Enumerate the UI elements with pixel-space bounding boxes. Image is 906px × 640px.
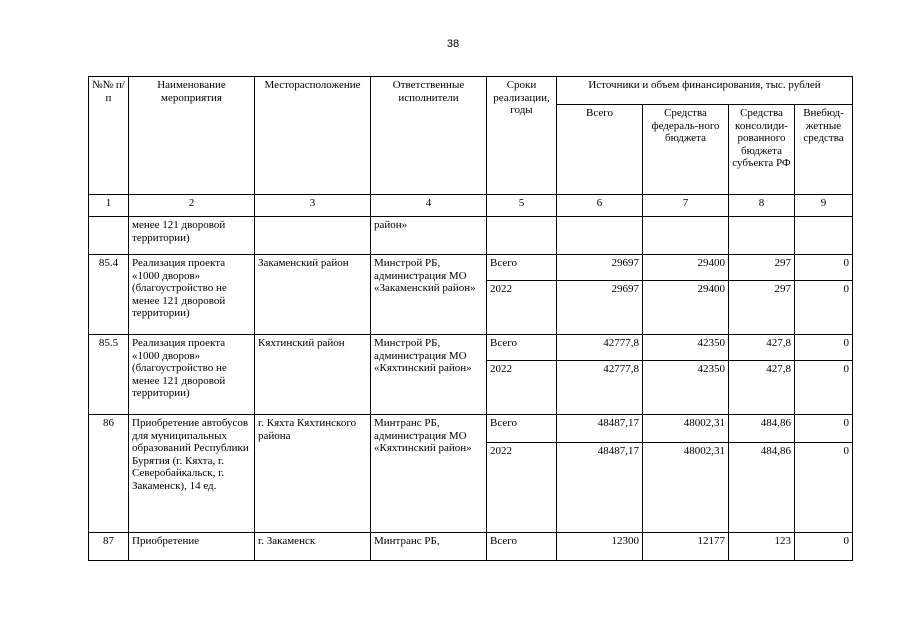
cell-location: г. Закаменск [255, 533, 371, 561]
cell-extrabudget: 0 [795, 281, 853, 335]
page-number: 38 [446, 38, 460, 50]
header-regional: Средства консолиди-рованного бюджета субъекта РФ [729, 105, 795, 195]
cell-regional [729, 217, 795, 255]
cell-extrabudget: 0 [795, 533, 853, 561]
cell-period: Всего [487, 533, 557, 561]
header-location: Месторасположение [255, 77, 371, 195]
funding-table [88, 76, 853, 561]
cell-extrabudget: 0 [795, 335, 853, 361]
header-federal: Средства федераль-ного бюджета [643, 105, 729, 195]
cell-federal: 48002,31 [643, 443, 729, 533]
cell-location: Кяхтинский район [255, 335, 371, 415]
column-number: 9 [795, 195, 853, 217]
cell-location: г. Кяхта Кяхтинского района [255, 415, 371, 533]
cell-period: 2022 [487, 281, 557, 335]
cell-total: 42777,8 [557, 335, 643, 361]
cell-extrabudget: 0 [795, 415, 853, 443]
cell-extrabudget: 0 [795, 443, 853, 533]
cell-executors: Минтранс РБ, администрация МО «Кяхтинский район» [371, 415, 487, 533]
cell-executors: Минстрой РБ, администрация МО «Закаменский район» [371, 255, 487, 335]
cell-federal: 48002,31 [643, 415, 729, 443]
column-number: 8 [729, 195, 795, 217]
cell-period: Всего [487, 415, 557, 443]
header-name: Наименование мероприятия [129, 77, 255, 195]
table-row [89, 335, 853, 361]
cell-extrabudget: 0 [795, 361, 853, 415]
cell-total: 29697 [557, 255, 643, 281]
cell-regional: 484,86 [729, 415, 795, 443]
cell-federal: 42350 [643, 361, 729, 415]
cell-period: Всего [487, 255, 557, 281]
column-number: 5 [487, 195, 557, 217]
table-row [89, 255, 853, 281]
header-funding-group: Источники и объем финансирования, тыс. рублей [557, 77, 853, 105]
table-row [89, 533, 853, 561]
header-period: Сроки реализации, годы [487, 77, 557, 195]
cell-regional: 484,86 [729, 443, 795, 533]
continuation-row [89, 217, 853, 255]
cell-regional: 297 [729, 255, 795, 281]
cell-number [89, 217, 129, 255]
cell-total: 48487,17 [557, 443, 643, 533]
header-total: Всего [557, 105, 643, 195]
cell-extrabudget: 0 [795, 255, 853, 281]
column-number: 2 [129, 195, 255, 217]
cell-number: 85.5 [89, 335, 129, 415]
cell-name: Приобретение автобусов для муниципальных образований Республики Бурятия (г. Кяхта, г. Северобайкальск, г. Закаменск), 14 ед. [129, 415, 255, 533]
cell-extrabudget [795, 217, 853, 255]
column-number: 6 [557, 195, 643, 217]
cell-federal: 42350 [643, 335, 729, 361]
cell-name: Реализация проекта «1000 дворов» (благоустройство не менее 121 дворовой территории) [129, 255, 255, 335]
header-number: №№ п/п [89, 77, 129, 195]
cell-total: 48487,17 [557, 415, 643, 443]
cell-name: Реализация проекта «1000 дворов» (благоустройство не менее 121 дворовой территории) [129, 335, 255, 415]
cell-federal: 12177 [643, 533, 729, 561]
column-number: 7 [643, 195, 729, 217]
cell-period [487, 217, 557, 255]
cell-executors: Минтранс РБ, [371, 533, 487, 561]
cell-location: Закаменский район [255, 255, 371, 335]
cell-number: 86 [89, 415, 129, 533]
header-executors: Ответственные исполнители [371, 77, 487, 195]
cell-location [255, 217, 371, 255]
cell-regional: 297 [729, 281, 795, 335]
cell-federal: 29400 [643, 281, 729, 335]
column-number: 4 [371, 195, 487, 217]
cell-period: 2022 [487, 361, 557, 415]
cell-period: Всего [487, 335, 557, 361]
cell-executors: район» [371, 217, 487, 255]
cell-regional: 427,8 [729, 361, 795, 415]
column-number: 1 [89, 195, 129, 217]
cell-federal: 29400 [643, 255, 729, 281]
cell-period: 2022 [487, 443, 557, 533]
cell-number: 87 [89, 533, 129, 561]
cell-regional: 427,8 [729, 335, 795, 361]
cell-total: 42777,8 [557, 361, 643, 415]
cell-regional: 123 [729, 533, 795, 561]
header-extrabudget: Внебюд-жетные средства [795, 105, 853, 195]
cell-total [557, 217, 643, 255]
column-number: 3 [255, 195, 371, 217]
cell-name: Приобретение [129, 533, 255, 561]
cell-name: менее 121 дворовой территории) [129, 217, 255, 255]
cell-total: 29697 [557, 281, 643, 335]
table-row [89, 415, 853, 443]
cell-number: 85.4 [89, 255, 129, 335]
cell-federal [643, 217, 729, 255]
cell-executors: Минстрой РБ, администрация МО «Кяхтинский район» [371, 335, 487, 415]
cell-total: 12300 [557, 533, 643, 561]
